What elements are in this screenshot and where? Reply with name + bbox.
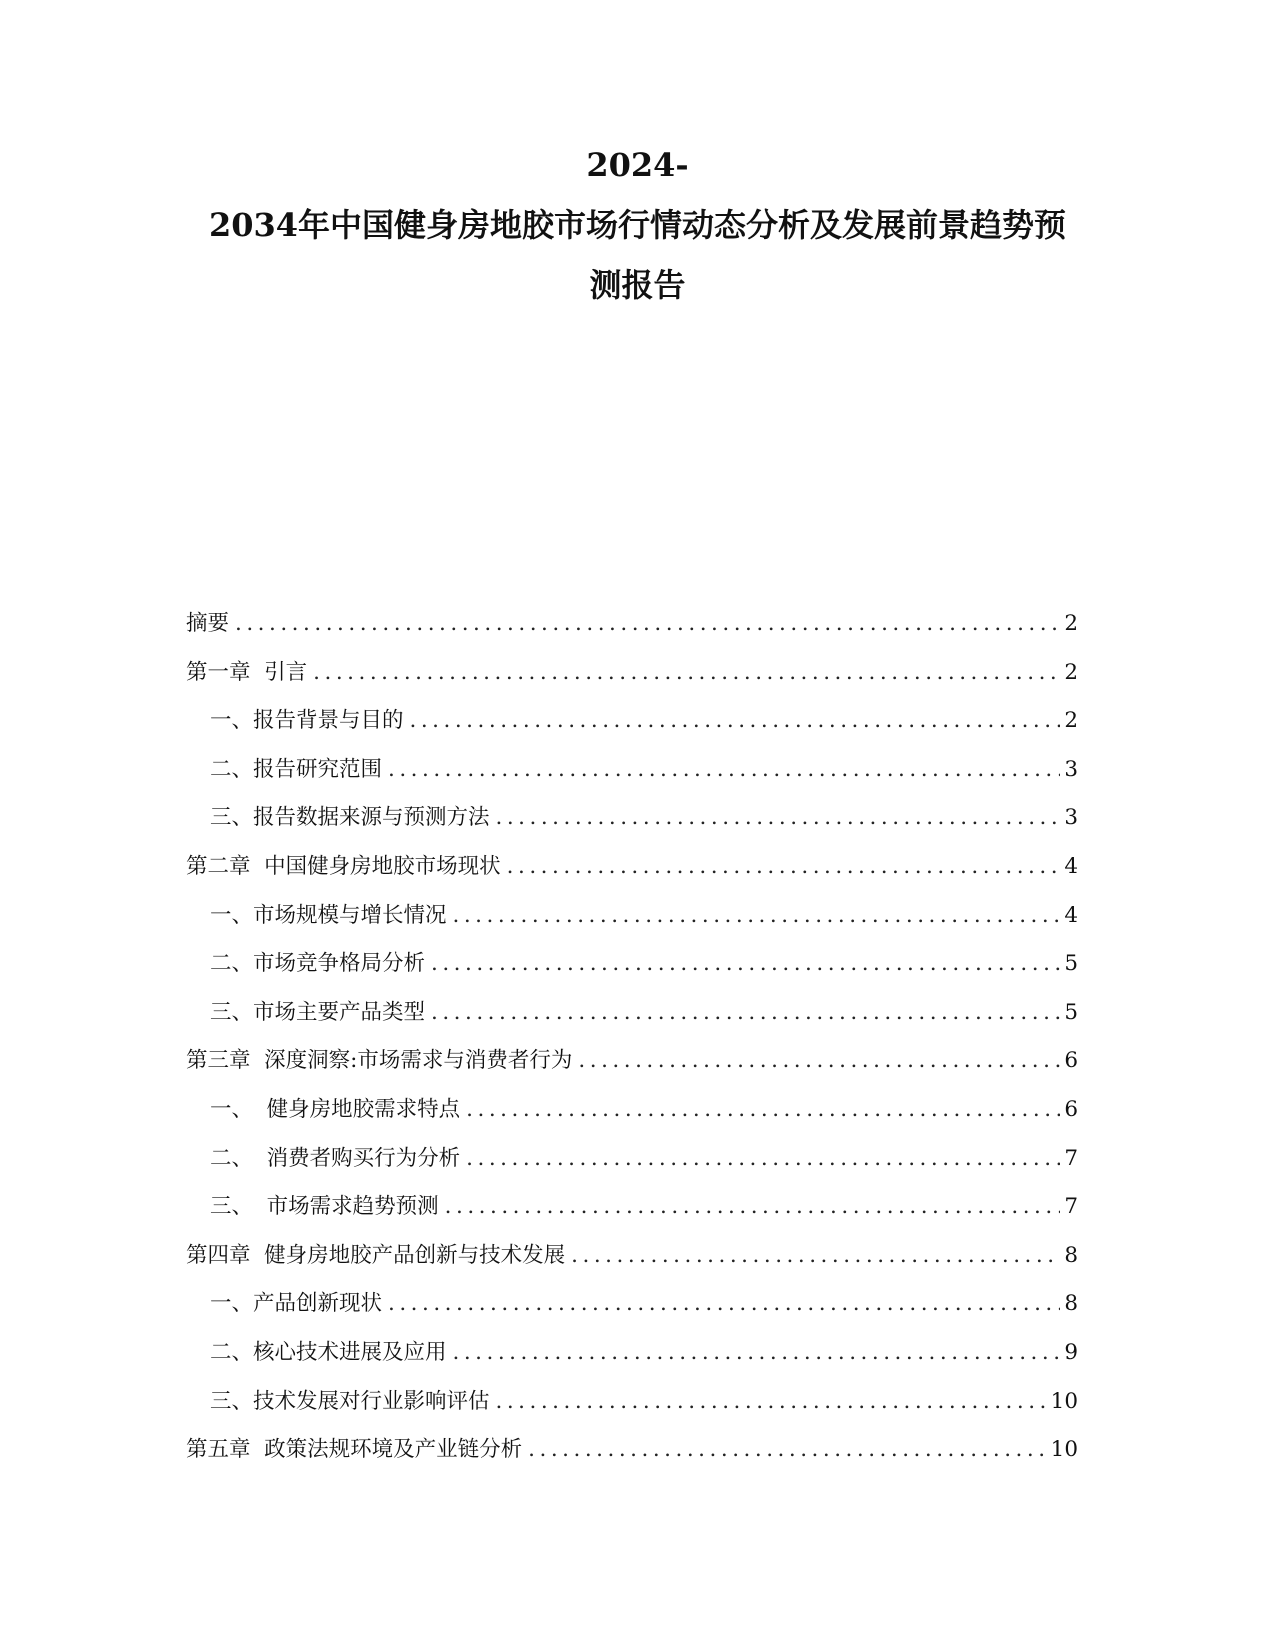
toc-entry-page-number: 3 <box>1064 756 1078 782</box>
toc-dot-leader <box>431 989 1060 1038</box>
title-line-1: 2024- <box>586 146 689 184</box>
toc-entry-page-number: 9 <box>1064 1339 1078 1365</box>
toc-entry-label: 第二章 中国健身房地胶市场现状 <box>186 853 501 879</box>
toc-dot-leader <box>445 1183 1060 1232</box>
toc-entry-label: 一、 健身房地胶需求特点 <box>210 1096 461 1122</box>
toc-entry-page-number: 6 <box>1064 1048 1078 1074</box>
toc-entry-page-number: 2 <box>1064 659 1078 685</box>
toc-entry-page-number: 7 <box>1064 1145 1078 1171</box>
toc-entry[interactable] <box>186 1378 1078 1427</box>
toc-dot-leader <box>453 1329 1060 1378</box>
toc-entry-label: 三、报告数据来源与预测方法 <box>210 805 490 831</box>
toc-dot-leader <box>388 1280 1060 1329</box>
toc-dot-leader <box>466 1086 1060 1135</box>
toc-entry-page-number: 5 <box>1064 951 1078 977</box>
toc-entry-page-number: 3 <box>1064 805 1078 831</box>
toc-entry-page-number: 6 <box>1064 1096 1078 1122</box>
toc-dot-leader <box>528 1426 1046 1475</box>
toc-entry[interactable] <box>186 1135 1078 1184</box>
toc-entry-label: 二、报告研究范围 <box>210 756 383 782</box>
toc-dot-leader <box>466 1135 1060 1184</box>
toc-entry[interactable] <box>186 794 1078 843</box>
toc-entry-label: 三、市场主要产品类型 <box>210 999 426 1025</box>
toc-entry[interactable] <box>186 1329 1078 1378</box>
title-line-2: 2034年中国健身房地胶市场行情动态分析及发展前景趋势预 <box>208 206 1067 244</box>
toc-entry-label: 一、市场规模与增长情况 <box>210 902 447 928</box>
toc-dot-leader <box>571 1232 1060 1281</box>
toc-entry-label: 第一章 引言 <box>186 659 308 685</box>
toc-entry[interactable] <box>186 1183 1078 1232</box>
toc-entry[interactable] <box>186 649 1078 698</box>
toc-entry-page-number: 8 <box>1064 1242 1078 1268</box>
toc-dot-leader <box>410 697 1060 746</box>
toc-entry-page-number: 4 <box>1064 853 1078 879</box>
toc-entry[interactable] <box>186 1086 1078 1135</box>
toc-entry[interactable] <box>186 697 1078 746</box>
toc-entry-page-number: 7 <box>1064 1194 1078 1220</box>
toc-dot-leader <box>496 1378 1047 1427</box>
toc-entry[interactable] <box>186 1426 1078 1475</box>
table-of-contents <box>186 600 1078 1475</box>
toc-entry[interactable] <box>186 989 1078 1038</box>
toc-dot-leader <box>313 649 1060 698</box>
toc-entry[interactable] <box>186 600 1078 649</box>
toc-entry-page-number: 10 <box>1050 1388 1078 1414</box>
toc-dot-leader <box>235 600 1060 649</box>
toc-entry-page-number: 4 <box>1064 902 1078 928</box>
toc-dot-leader <box>431 940 1060 989</box>
toc-entry-label: 一、报告背景与目的 <box>210 708 404 734</box>
toc-entry[interactable] <box>186 1037 1078 1086</box>
toc-entry-label: 三、技术发展对行业影响评估 <box>210 1388 490 1414</box>
toc-entry-page-number: 5 <box>1064 999 1078 1025</box>
toc-entry-label: 第四章 健身房地胶产品创新与技术发展 <box>186 1242 566 1268</box>
toc-entry-label: 第三章 深度洞察:市场需求与消费者行为 <box>186 1048 573 1074</box>
toc-entry[interactable] <box>186 892 1078 941</box>
toc-dot-leader <box>496 794 1060 843</box>
toc-entry-label: 摘要 <box>186 611 230 636</box>
toc-entry-page-number: 2 <box>1064 611 1078 636</box>
document-title <box>150 140 1125 320</box>
toc-entry-page-number: 2 <box>1064 708 1078 734</box>
toc-entry-label: 二、市场竞争格局分析 <box>210 951 426 977</box>
toc-entry-label: 第五章 政策法规环境及产业链分析 <box>186 1437 523 1463</box>
toc-dot-leader <box>453 892 1060 941</box>
toc-entry-page-number: 10 <box>1050 1437 1078 1463</box>
toc-entry[interactable] <box>186 746 1078 795</box>
toc-entry-page-number: 8 <box>1064 1291 1078 1317</box>
title-line-3: 测报告 <box>589 266 686 304</box>
toc-entry[interactable] <box>186 940 1078 989</box>
toc-dot-leader <box>507 843 1060 892</box>
toc-entry-label: 二、核心技术进展及应用 <box>210 1339 447 1365</box>
toc-dot-leader <box>578 1037 1060 1086</box>
toc-entry[interactable] <box>186 1232 1078 1281</box>
toc-entry[interactable] <box>186 843 1078 892</box>
toc-entry-label: 二、 消费者购买行为分析 <box>210 1145 461 1171</box>
toc-dot-leader <box>388 746 1060 795</box>
toc-entry[interactable] <box>186 1280 1078 1329</box>
toc-entry-label: 三、 市场需求趋势预测 <box>210 1194 439 1220</box>
toc-entry-label: 一、产品创新现状 <box>210 1291 383 1317</box>
